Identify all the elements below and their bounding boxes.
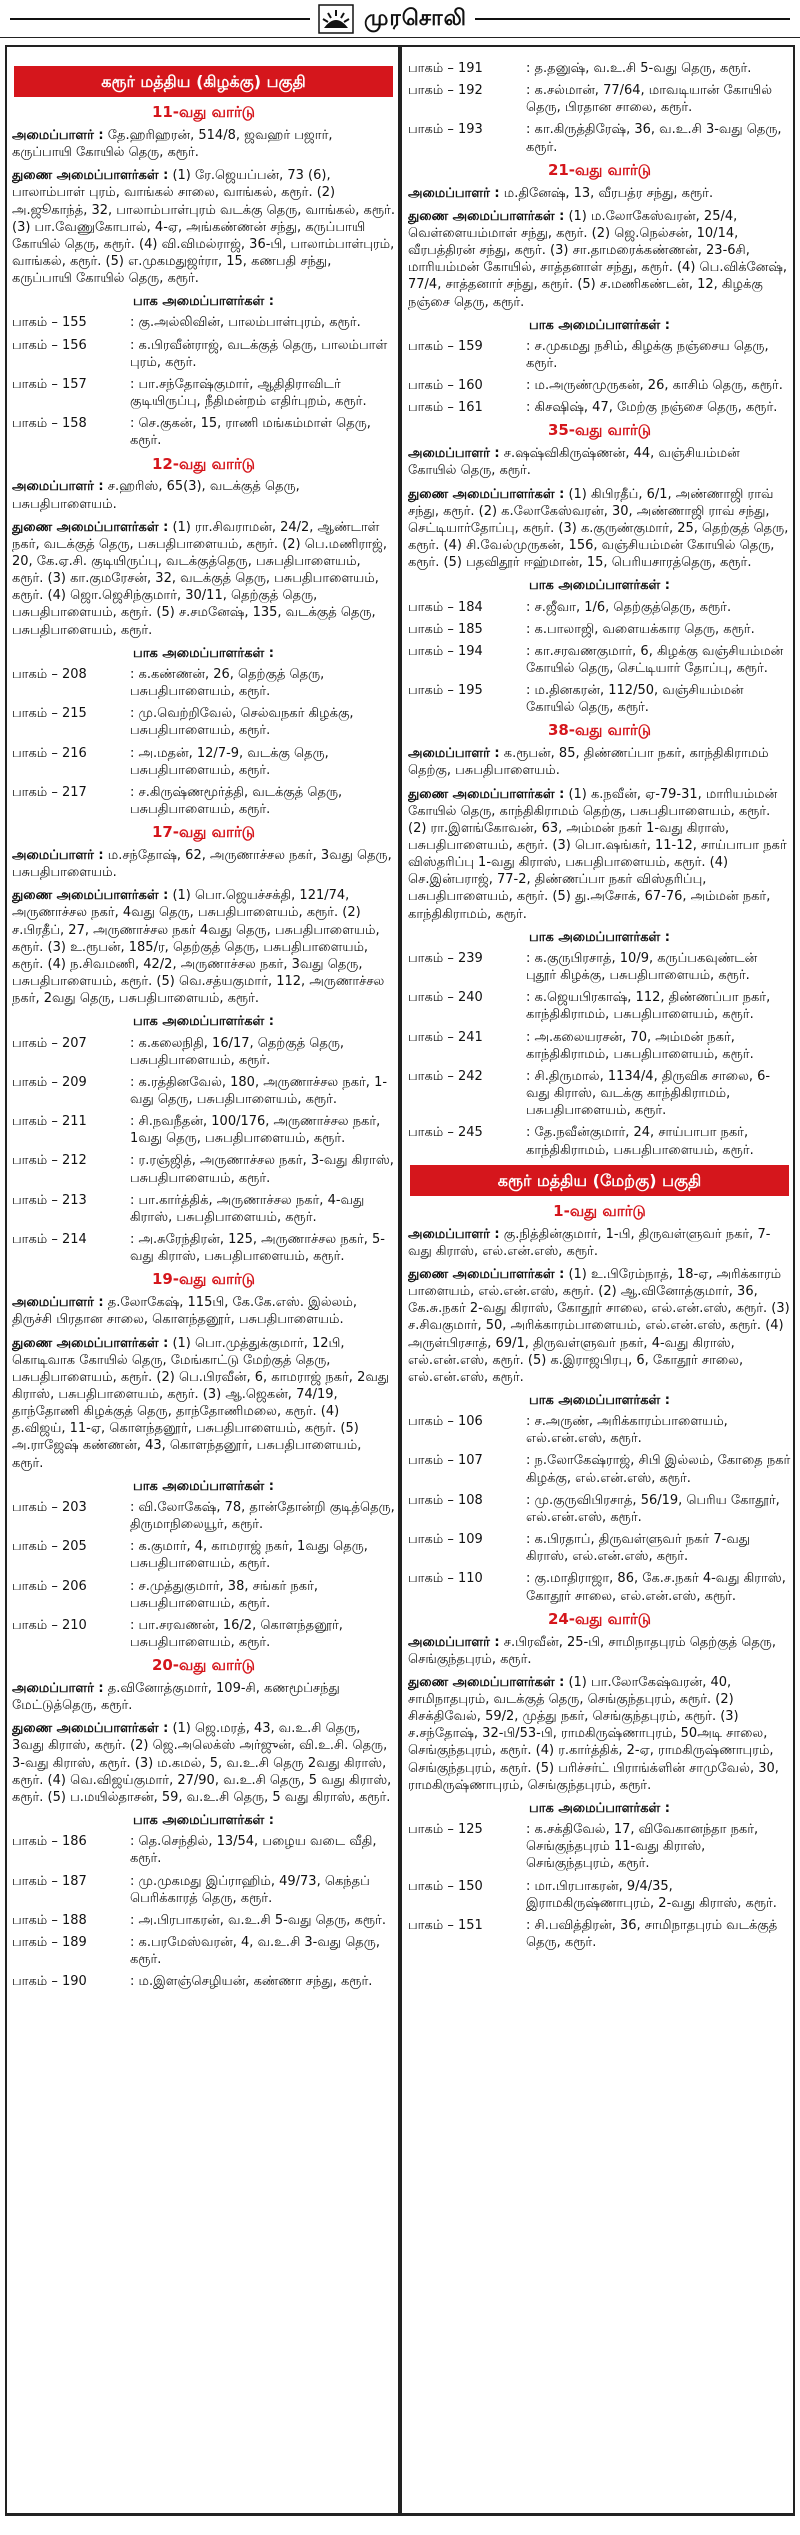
booth-label: பாகம் – 185: [408, 621, 483, 637]
booth-organizer: : க.சல்மான், 77/64, மாவடியான் கோயில் தெரு, பிரதான சாலை, கரூர்.: [526, 83, 772, 116]
booth-organizers-heading: பாக அமைப்பாளர்கள் :: [529, 1392, 670, 1408]
main-organizer-label: அமைப்பாளர் :: [12, 127, 104, 143]
booth-organizers-heading: பாக அமைப்பாளர்கள் :: [133, 1014, 274, 1030]
booth-label: பாகம் – 125: [408, 1822, 483, 1838]
booth-organizer: : ச.அருண், அரிக்காரம்பாளையம், எல்.என்.எஸ், கரூர்.: [526, 1414, 728, 1447]
booth-row: [12, 1499, 395, 1533]
booth-label: பாகம் – 242: [408, 1068, 483, 1084]
booth-row: [12, 1231, 395, 1265]
ward-heading: 1-வது வார்டு: [553, 1201, 646, 1220]
main-organizer-label: அமைப்பாளர் :: [408, 746, 500, 762]
booth-organizer: : ர.ரஞ்ஜித், அருணாச்சல நகர், 3-வது கிராஸ், பசுபதிபாளையம், கரூர்.: [130, 1153, 394, 1186]
booth-label: பாகம் – 192: [408, 83, 483, 99]
booth-organizer: : வி.லோகேஷ், 78, தான்தோன்றி குடித்தெரு, திருமாநிலையூர், கரூர்.: [130, 1499, 395, 1533]
booth-label: பாகம் – 109: [408, 1532, 483, 1548]
booth-organizer: : க.கலைநிதி, 16/17, தெற்குத் தெரு, பசுபதிபாளையம், கரூர்.: [130, 1035, 345, 1068]
booth-organizer: : தே.நவீன்குமார், 24, சாய்பாபா நகர், காந்திகிராமம், பசுபதிபாளையம், கரூர்.: [526, 1125, 754, 1158]
deputy-organizers-label: துணை அமைப்பாளர்கள் :: [12, 519, 169, 535]
booth-organizer: : ம.அருண்முருகன், 26, காசிம் தெரு, கரூர்.: [526, 378, 783, 394]
ward-heading: 11-வது வார்டு: [151, 103, 256, 122]
bottom-rule: [5, 2513, 795, 2516]
masthead-title: முரசொலி: [364, 6, 467, 32]
booth-label: பாகம் – 212: [12, 1153, 87, 1169]
booth-label: பாகம் – 158: [12, 416, 87, 432]
booth-organizer: : க.பிரவீன்ராஜ், வடக்குத் தெரு, பாலம்பாள் புரம், கரூர்.: [130, 337, 388, 370]
booth-organizers-heading: பாக அமைப்பாளர்கள் :: [529, 578, 670, 594]
main-organizer: [12, 1680, 395, 1714]
booth-label: பாகம் – 207: [12, 1035, 87, 1051]
booth-row: [12, 745, 395, 779]
booth-row: [12, 376, 395, 410]
section-banner: கரூர் மத்திய (கிழக்கு) பகுதி: [14, 66, 393, 97]
booth-label: பாகம் – 195: [408, 683, 483, 699]
booth-organizer: : ந.லோகேஷ்ராஜ், சிபி இல்லம், கோதை நகர் கிழக்கு, எல்.என்.எஸ், கரூர்.: [526, 1453, 791, 1486]
main-organizer: [12, 127, 395, 161]
booth-organizer: : க.குருபிரசாத், 10/9, கருப்பகவுண்டன் புதூர் கிழக்கு, பசுபதிபாளையம், கரூர்.: [526, 950, 758, 984]
main-organizer-text: தே.ஹரிஹரன், 514/8, ஜவஹர் பஜார், கருப்பாயி கோயில் தெரு, கரூர்.: [12, 127, 333, 161]
booth-organizer: : கா.கிருத்திரேஷ், 36, வ.உ.சி 3-வது தெரு, கரூர்.: [526, 122, 782, 155]
deputy-organizers-label: துணை அமைப்பாளர்கள் :: [12, 888, 169, 904]
booth-row: [12, 1934, 395, 1968]
main-organizer: [408, 445, 791, 479]
ward-heading: 35-வது வார்டு: [547, 421, 652, 440]
booth-organizer: : சி.திருமால், 1134/4, திருவிக சாலை, 6-வது கிராஸ், வடக்கு காந்திகிராமம், பசுபதிபாளையம், கரூர்.: [526, 1068, 771, 1119]
booth-label: பாகம் – 107: [408, 1453, 483, 1469]
booth-organizer: : ம.இளஞ்செழியன், கண்ணா சந்து, கரூர்.: [130, 1974, 373, 1990]
main-organizer-label: அமைப்பாளர் :: [12, 479, 104, 495]
deputy-organizers-text: (1) பா.லோகேஷ்வரன், 40, சாமிநாதபுரம், வடக்குத் தெரு, செங்குந்தபுரம், கரூர். (2) சிசக்திவேல், 59/2, முத்து நகர், செங்குந்தபுரம், கரூர். (3) ச.சந்தோஷ், 32-பி/53-பி, ராமகிருஷ்ணாபுரம், 50அடி சாலை, செங்குந்தபுரம், கரூர். (4) ர.கார்த்திக், 2-ஏ, ராமகிருஷ்ணாபுரம், செங்குந்தபுரம், கரூர். (5) பரிச்சர்ட் பிராங்க்ளின் சாமுவேல், 30, ராமகிருஷ்ணாபுரம், செங்குந்தபுரம், கரூர்.: [408, 1674, 779, 1793]
booth-row: [12, 1113, 395, 1147]
deputy-organizers-text: (1) ஜெ.மரத், 43, வ.உ.சி தெரு, 3வது கிராஸ், கரூர். (2) ஜெ.அலெக்ஸ் அர்ஜுன், வி.உ.சி. தெரு, 3-வது கிராஸ், கரூர். (3) ம.கமல், 5, வ.உ.சி தெரு 2வது கிராஸ், கரூர். (4) வெ.விஜய்குமார், 27/90, வ.உ.சி தெரு, 5 வது கிராஸ், கரூர். (5) ப.மயில்தாசன், 59, வ.உ.சி தெரு, 5 வது கிராஸ், கரூர்.: [12, 1721, 392, 1805]
booth-label: பாகம் – 206: [12, 1578, 87, 1594]
booth-row: [12, 1617, 395, 1651]
booth-row: [12, 666, 395, 700]
booth-organizer: : அ.மதன், 12/7-9, வடக்கு தெரு, பசுபதிபாளையம், கரூர்.: [130, 745, 329, 778]
booth-row: [408, 1531, 791, 1565]
deputy-organizers-text: (1) ம.லோகேஸ்வரன், 25/4, வெள்ளையம்மாள் சந்து, கரூர். (2) ஜெ.நெல்சன், 10/14, வீரபத்திரன் சந்து, கரூர். (3) சா.தாமரைக்கண்ணன், 23-6சி, மாரியம்மன் கோயில், சாத்தனாள் சந்து, கரூர். (4) பெ.விக்னேஷ், 77/4, சாத்தனார் சந்து, கரூர். (5) ச.மணிகண்டன், 12, கிழக்கு நஞ்சை தெரு, கரூர்.: [408, 208, 788, 310]
rising-sun-emblem-icon: [318, 4, 354, 34]
booth-organizers-heading: பாக அமைப்பாளர்கள் :: [133, 645, 274, 661]
booth-label: பாகம் – 108: [408, 1492, 483, 1508]
booth-organizer: : பா.சந்தோஷ்குமார், ஆதிதிராவிடர் குடியிருப்பு, நீதிமன்றம் எதிர்புறம், கரூர்.: [130, 376, 367, 410]
booth-row: [408, 60, 791, 77]
main-organizer: [408, 1634, 791, 1668]
masthead: [0, 0, 800, 38]
main-organizer-text: த.லோகேஷ், 115பி, கே.கே.எஸ். இல்லம், திருச்சி பிரதான சாலை, கொளந்தனூர், பசுபதிபாளையம்.: [12, 1295, 358, 1328]
main-organizer-label: அமைப்பாளர் :: [408, 446, 500, 462]
booth-label: பாகம் – 188: [12, 1912, 87, 1928]
booth-organizer: : கு.அல்லிவின், பாலம்பாள்புரம், கரூர்.: [130, 315, 361, 331]
booth-row: [12, 784, 395, 818]
booth-label: பாகம் – 203: [12, 1499, 87, 1515]
booth-organizer: : ச.கிருஷ்ணமூர்த்தி, வடக்குத் தெரு, பசுபதிபாளையம், கரூர்.: [130, 784, 343, 818]
booth-organizer: : த.தனுஷ், வ.உ.சி 5-வது தெரு, கரூர்.: [526, 61, 752, 76]
deputy-organizers-text: (1) க.நவீன், ஏ-79-31, மாரியம்மன் கோயில் தெரு, காந்திகிராமம் தெற்கு, பசுபதிபாளையம், கரூர். (2) ரா.இளங்கோவன், 63, அம்மன் நகர் 1-வது கிராஸ், பசுபதிபாளையம், கரூர். (3) பொ.ஷங்கர், 11-12, சாய்பாபா நகர் விஸ்தரிப்பு 1-வது கிராஸ், பசுபதிபாளையம், கரூர். (4) செ.இன்பராஜ், 77-2, திண்ணப்பா நகர் விஸ்தரிப்பு, பசுபதிபாளையம், கரூர். (5) து.அசோக், 67-76, அம்மன் நகர், காந்திகிராமம், கரூர்.: [408, 786, 787, 922]
main-organizer-text: க.ரூபன், 85, திண்ணப்பா நகர், காந்திகிராமம் தெற்கு, பசுபதிபாளையம்.: [408, 746, 769, 779]
booth-row: [408, 399, 791, 416]
booth-organizer: : க.ஜெயபிரகாஷ், 112, திண்ணப்பா நகர், காந்திகிராமம், பசுபதிபாளையம், கரூர்.: [526, 990, 771, 1023]
booth-organizer: : சி.பவித்திரன், 36, சாமிநாதபுரம் வடக்குத் தெரு, கரூர்.: [526, 1917, 778, 1950]
main-organizer-label: அமைப்பாளர் :: [12, 1680, 104, 1696]
booth-label: பாகம் – 110: [408, 1571, 483, 1587]
booth-organizer: : அ.கலையரசன், 70, அம்மன் நகர், காந்திகிராமம், பசுபதிபாளையம், கரூர்.: [526, 1029, 754, 1062]
booth-row: [12, 1833, 395, 1867]
booth-organizer: : க.கண்ணன், 26, தெற்குத் தெரு, பசுபதிபாளையம், கரூர்.: [130, 666, 325, 700]
booth-row: [12, 1912, 395, 1929]
booth-organizers-heading: பாக அமைப்பாளர்கள் :: [133, 1478, 274, 1494]
booth-organizer: : பா.சரவணன், 16/2, கொளந்தனூர், பசுபதிபாளையம், கரூர்.: [130, 1617, 343, 1651]
booth-row: [408, 643, 791, 677]
booth-label: பாகம் – 159: [408, 338, 483, 354]
booth-organizer: : ம.தினகரன், 112/50, வஞ்சியம்மன் கோயில் தெரு, கரூர்.: [526, 683, 744, 716]
booth-row: [408, 1492, 791, 1526]
booth-organizer: : செ.குகன், 15, ராணி மங்கம்மாள் தெரு, கரூர்.: [130, 416, 371, 449]
deputy-organizers: [12, 887, 395, 1007]
deputy-organizers: [408, 208, 791, 311]
booth-organizer: : பா.கார்த்திக், அருணாச்சல நகர், 4-வது கிராஸ், பசுபதிபாளையம், கரூர்.: [130, 1192, 365, 1225]
booth-row: [408, 377, 791, 394]
ward-heading: 19-வது வார்டு: [151, 1270, 256, 1289]
main-organizer-label: அமைப்பாளர் :: [12, 847, 104, 863]
booth-row: [12, 1074, 395, 1108]
booth-label: பாகம் – 186: [12, 1834, 87, 1850]
booth-row: [408, 1821, 791, 1872]
booth-label: பாகம் – 210: [12, 1617, 87, 1633]
ward-heading: 21-வது வார்டு: [547, 160, 652, 179]
booth-row: [408, 1029, 791, 1063]
booth-organizer: : ச.முத்துகுமார், 38, சங்கர் நகர், பசுபதிபாளையம், கரூர்.: [130, 1578, 319, 1611]
booth-row: [12, 1035, 395, 1069]
deputy-organizers-text: (1) ரே.ஜெயப்பன், 73 (6), பாலாம்பாள் புரம், வாங்கல் சாலை, வாங்கல், கரூர். (2) அ.ஜூகாந்த், 32, பாலாம்பாள்புரம் வடக்கு தெரு, வாங்கல், கரூர். (3) பா.வேணுகோபால், 4-ஏ, அங்கண்ணன் சந்து, கருப்பாயி கோயில் தெரு, கரூர். (4) வி.விமல்ராஜ், 36-பி, பாலாம்பாள்புரம், வாங்கல், கரூர். (5) எ.முகமதுஜர்ரா, 15, கணபதி சந்து, கருப்பாயி கோயில் தெரு, கரூர்.: [12, 168, 395, 287]
deputy-organizers-label: துணை அமைப்பாளர்கள் :: [408, 1266, 565, 1282]
booth-organizers-heading: பாக அமைப்பாளர்கள் :: [529, 1800, 670, 1816]
left-column: [12, 60, 395, 1995]
booth-row: [408, 1452, 791, 1486]
booth-label: பாகம் – 208: [12, 666, 87, 682]
booth-row: [12, 337, 395, 371]
booth-organizer: : அ.சுரேந்திரன், 125, அருணாச்சல நகர், 5-வது கிராஸ், பசுபதிபாளையம், கரூர்.: [130, 1232, 385, 1265]
deputy-organizers-label: துணை அமைப்பாளர்கள் :: [408, 1674, 565, 1690]
booth-label: பாகம் – 214: [12, 1232, 87, 1248]
booth-organizer: : மு.முகமது இப்ராஹிம், 49/73, கெந்தப் பெரிக்காரத் தெரு, கரூர்.: [130, 1873, 370, 1906]
booth-label: பாகம் – 157: [12, 376, 87, 392]
deputy-organizers: [12, 1720, 395, 1806]
booth-row: [408, 621, 791, 638]
booth-organizer: : மு.குருவிபிரசாத், 56/19, பெரிய கோதூர், எல்.என்.எஸ், கரூர்.: [526, 1492, 780, 1525]
booth-label: பாகம் – 240: [408, 990, 483, 1006]
booth-row: [408, 1068, 791, 1119]
main-organizer: [408, 1226, 791, 1260]
booth-row: [408, 1570, 791, 1604]
ward-heading: 38-வது வார்டு: [547, 721, 652, 740]
main-organizer: [408, 185, 791, 202]
deputy-organizers-text: (1) கிபிரதீப், 6/1, அண்ணாஜி ராவ் சந்து, கரூர். (2) க.லோகேஸ்வரன், 30, அண்ணாஜி ராவ் சந்து, செட்டியார்தோப்பு, கரூர். (3) க.குருண்குமார், 25, தெற்குத் தெரு, கரூர். (4) சி.வேல்முருகன், 156, வஞ்சியம்மன் கோயில் தெரு, கரூர். (5) பதவிதூர் ஈஹ்மான், 15, பெரியசாரத்தெரு, கரூர்.: [408, 486, 789, 571]
main-organizer-text: த.வினோத்குமார், 109-சி, கணமூப்சந்து மேட்டுத்தெரு, கரூர்.: [12, 1680, 340, 1714]
booth-label: பாகம் – 216: [12, 745, 87, 761]
booth-label: பாகம் – 190: [12, 1974, 87, 1990]
deputy-organizers: [408, 786, 791, 923]
deputy-organizers: [408, 1266, 791, 1386]
main-organizer-label: அமைப்பாளர் :: [408, 1226, 500, 1242]
booth-row: [12, 1192, 395, 1226]
booth-label: பாகம் – 245: [408, 1125, 483, 1141]
booth-organizer: : க.சக்திவேல், 17, விவேகானந்தா நகர், செங்குந்தபுரம் 11-வது கிராஸ், செங்குந்தபுரம், கரூர்.: [526, 1822, 759, 1872]
main-organizer: [12, 847, 395, 881]
booth-label: பாகம் – 106: [408, 1414, 483, 1430]
deputy-organizers: [408, 1674, 791, 1794]
booth-row: [12, 1538, 395, 1572]
booth-row: [12, 1973, 395, 1990]
booth-organizer: : மு.வெற்றிவேல், செல்வநகர் கிழக்கு, பசுபதிபாளையம், கரூர்.: [130, 706, 354, 739]
main-organizer: [408, 745, 791, 779]
deputy-organizers-label: துணை அமைப்பாளர்கள் :: [12, 1335, 169, 1351]
ward-heading: 12-வது வார்டு: [151, 454, 256, 473]
booth-row: [408, 82, 791, 116]
booth-row: [12, 314, 395, 331]
booth-label: பாகம் – 209: [12, 1074, 87, 1090]
booth-row: [12, 705, 395, 739]
deputy-organizers: [12, 519, 395, 639]
booth-row: [12, 415, 395, 449]
masthead-rule-right: [475, 18, 790, 20]
booth-organizers-heading: பாக அமைப்பாளர்கள் :: [529, 929, 670, 945]
booth-label: பாகம் – 155: [12, 315, 87, 331]
booth-label: பாகம் – 241: [408, 1029, 483, 1045]
booth-organizer: : தெ.செந்தில், 13/54, பழைய வடை வீதி, கரூர்.: [130, 1834, 377, 1867]
main-organizer-text: ம.தினேஷ், 13, வீரபத்ர சந்து, கரூர்.: [503, 185, 714, 201]
booth-organizer: : க.பாலாஜி, வளையக்கார தெரு, கரூர்.: [526, 621, 755, 637]
deputy-organizers-text: (1) உ.பிரேம்நாத், 18-ஏ, அரிக்காரம் பாளையம், எல்.என்.எஸ், கரூர். (2) ஆ.வினோத்குமார், 36, கே.சு.நகர் 2-வது கிராஸ், கோதூர் சாலை, எல்.என்.எஸ், கரூர். (3) ச.சிவகுமார், 50, அரிக்காரம்பாளையம், எல்.என்.எஸ், கரூர். (4) அருள்பிரசாத், 69/1, திருவள்ளுவர் நகர், 4-வது கிராஸ், எல்.என்.எஸ், கரூர். (5) க.இராஜபிரபு, 6, கோதூர் சாலை, எல்.என்.எஸ், கரூர்.: [408, 1266, 790, 1385]
masthead-rule-left: [10, 18, 310, 20]
main-organizer-text: ம.சந்தோஷ், 62, அருணாச்சல நகர், 3வது தெரு, பசுபதிபாளையம்.: [12, 847, 392, 881]
main-organizer-label: அமைப்பாளர் :: [408, 1634, 500, 1650]
booth-organizer: : க.பரமேஸ்வரன், 4, வ.உ.சி 3-வது தெரு, கரூர்.: [130, 1935, 380, 1968]
booth-organizer: : க.ரத்தினவேல், 180, அருணாச்சல நகர், 1-வது தெரு, பசுபதிபாளையம், கரூர்.: [130, 1074, 388, 1107]
section-banner: கரூர் மத்திய (மேற்கு) பகுதி: [410, 1165, 789, 1196]
booth-row: [408, 338, 791, 372]
main-organizer-text: ச.ஷஷ்விகிருஷ்ணன், 44, வஞ்சியம்மன் கோயில் தெரு, கரூர்.: [408, 446, 740, 479]
booth-row: [12, 1152, 395, 1186]
booth-label: பாகம் – 151: [408, 1917, 483, 1933]
ward-heading: 20-வது வார்டு: [151, 1656, 256, 1675]
main-organizer-text: ச.ஹரிஸ், 65(3), வடக்குத் தெரு, பசுபதிபாளையம்.: [12, 479, 300, 512]
booth-organizer: : கா.சரவணகுமார், 6, கிழக்கு வஞ்சியம்மன் கோயில் தெரு, செட்டியார் தோப்பு, கரூர்.: [526, 643, 784, 676]
booth-organizers-heading: பாக அமைப்பாளர்கள் :: [133, 1813, 274, 1829]
deputy-organizers-text: (1) பொ.முத்துக்குமார், 12பி, கொடிவாக கோயில் தெரு, மேங்காட்டு மேற்குத் தெரு, பசுபதிபாளையம், கரூர். (2) பெ.பிரவீன், 6, காமராஜ் நகர், 2வது கிராஸ், பசுபதிபாளையம், கரூர். (3) ஆ.ஜெகன், 74/19, தாந்தோணி கிழக்குத் தெரு, தாந்தோணிமலை, கரூர். (4) த.விஜய், 11-ஏ, கொளந்தனூர், பசுபதிபாளையம், கரூர். (5) அ.ராஜேஷ் கண்ணன், 43, கொளந்தனூர், பசுபதிபாளையம், கரூர்.: [12, 1335, 390, 1471]
booth-row: [408, 1917, 791, 1951]
booth-row: [408, 989, 791, 1023]
booth-organizer: : சி.நவநீதன், 100/176, அருணாச்சல நகர், 1வது தெரு, பசுபதிபாளையம், கரூர்.: [130, 1114, 381, 1147]
booth-organizer: : மா.பிரபாகரன், 9/4/35, இராமகிருஷ்ணாபுரம், 2-வது கிராஸ், கரூர்.: [526, 1878, 777, 1911]
booth-label: பாகம் – 193: [408, 122, 483, 138]
booth-organizer: : ச.முகமது நசிம், கிழக்கு நஞ்சைய தெரு, கரூர்.: [526, 338, 769, 371]
booth-row: [408, 121, 791, 155]
deputy-organizers-label: துணை அமைப்பாளர்கள் :: [408, 486, 565, 502]
booth-organizers-heading: பாக அமைப்பாளர்கள் :: [133, 294, 274, 310]
booth-label: பாகம் – 156: [12, 337, 87, 353]
booth-row: [408, 682, 791, 716]
booth-label: பாகம் – 205: [12, 1539, 87, 1555]
deputy-organizers-text: (1) ரா.சிவராமன், 24/2, ஆண்டாள் நகர், வடக்குத் தெரு, பசுபதிபாளையம், கரூர். (2) பெ.மணிராஜ், 20, கே.ஏ.சி. குடியிருப்பு, வடக்குத்தெரு, பசுபதிபாளையம், கரூர். (3) கா.குமரேசன், 32, வடக்குத் தெரு, பசுபதிபாளையம், கரூர். (4) ஜொ.ஜெசிந்குமார், 30/11, தெற்குத் தெரு, பசுபதிபாளையம், கரூர். (5) ச.சமனேஷ், 135, வடக்குத் தெரு, பசுபதிபாளையம், கரூர்.: [12, 519, 387, 638]
main-organizer: [12, 478, 395, 512]
booth-row: [408, 1878, 791, 1912]
deputy-organizers: [12, 1335, 395, 1472]
booth-organizers-heading: பாக அமைப்பாளர்கள் :: [529, 317, 670, 333]
booth-label: பாகம் – 189: [12, 1935, 87, 1950]
main-organizer: [12, 1294, 395, 1328]
booth-label: பாகம் – 194: [408, 643, 483, 659]
booth-organizer: : அ.பிரபாகரன், வ.உ.சி 5-வது தெரு, கரூர்.: [130, 1912, 386, 1928]
main-organizer-label: அமைப்பாளர் :: [408, 185, 500, 201]
deputy-organizers: [408, 486, 791, 572]
booth-row: [408, 1124, 791, 1158]
masthead-logo: [318, 3, 468, 35]
booth-label: பாகம் – 217: [12, 784, 87, 800]
booth-label: பாகம் – 213: [12, 1192, 87, 1208]
booth-row: [12, 1873, 395, 1907]
booth-organizer: : க.பிரதாப், திருவள்ளுவர் நகர் 7-வது கிராஸ், எல்.என்.எஸ், கரூர்.: [526, 1532, 750, 1565]
booth-label: பாகம் – 187: [12, 1873, 87, 1889]
deputy-organizers-label: துணை அமைப்பாளர்கள் :: [12, 1721, 169, 1737]
right-column: [408, 60, 791, 1956]
booth-label: பாகம் – 191: [408, 61, 483, 76]
booth-row: [408, 599, 791, 616]
booth-label: பாகம் – 150: [408, 1878, 483, 1894]
deputy-organizers: [12, 167, 395, 287]
ward-heading: 24-வது வார்டு: [547, 1609, 652, 1628]
booth-row: [12, 1578, 395, 1612]
booth-label: பாகம் – 160: [408, 378, 483, 394]
booth-row: [408, 950, 791, 984]
deputy-organizers-label: துணை அமைப்பாளர்கள் :: [408, 786, 565, 802]
deputy-organizers-text: (1) பொ.ஜெயச்சக்தி, 121/74, அருணாச்சல நகர், 4வது தெரு, பசுபதிபாளையம், கரூர். (2) ச.பிரதீப், 27, அருணாச்சல நகர் 4வது தெரு, பசுபதிபாளையம், கரூர். (3) உ.ரூபன், 185/ர, தெற்குத் தெரு, பசுபதிபாளையம், கரூர். (4) ந.சிவமணி, 42/2, அருணாச்சல நகர், 3வது தெரு, பசுபதிபாளையம், கரூர். (5) வெ.சத்யகுமார், 112, அருணாச்சல நகர், 2வது தெரு, பசுபதிபாளையம், கரூர்.: [12, 888, 385, 1007]
booth-organizer: : கு.மாதிராஜா, 86, கே.ச.நகர் 4-வது கிராஸ், கோதூர் சாலை, எல்.என்.எஸ், கரூர்.: [526, 1571, 786, 1604]
deputy-organizers-label: துணை அமைப்பாளர்கள் :: [408, 208, 565, 224]
booth-row: [408, 1413, 791, 1447]
booth-label: பாகம் – 239: [408, 950, 483, 966]
booth-organizer: : க.குமார், 4, காமராஜ் நகர், 1வது தெரு, பசுபதிபாளையம், கரூர்.: [130, 1539, 368, 1572]
main-organizer-text: கு.நித்தின்குமார், 1-பி, திருவள்ளுவர் நகர், 7-வது கிராஸ், எல்.என்.எஸ், கரூர்.: [408, 1226, 771, 1259]
booth-organizer: : ச.ஜீவா, 1/6, தெற்குத்தெரு, கரூர்.: [526, 599, 732, 615]
booth-label: பாகம் – 211: [12, 1114, 87, 1130]
booth-label: பாகம் – 161: [408, 400, 483, 416]
booth-organizer: : கிசஷிஷ், 47, மேற்கு நஞ்சை தெரு, கரூர்.: [526, 400, 778, 416]
booth-label: பாகம் – 184: [408, 599, 483, 615]
main-organizer-text: ச.பிரவீன், 25-பி, சாமிநாதபுரம் தெற்குத் தெரு, செங்குந்தபுரம், கரூர்.: [408, 1634, 776, 1667]
booth-label: பாகம் – 215: [12, 706, 87, 722]
ward-heading: 17-வது வார்டு: [151, 823, 256, 842]
deputy-organizers-label: துணை அமைப்பாளர்கள் :: [12, 168, 169, 184]
main-organizer-label: அமைப்பாளர் :: [12, 1295, 104, 1311]
